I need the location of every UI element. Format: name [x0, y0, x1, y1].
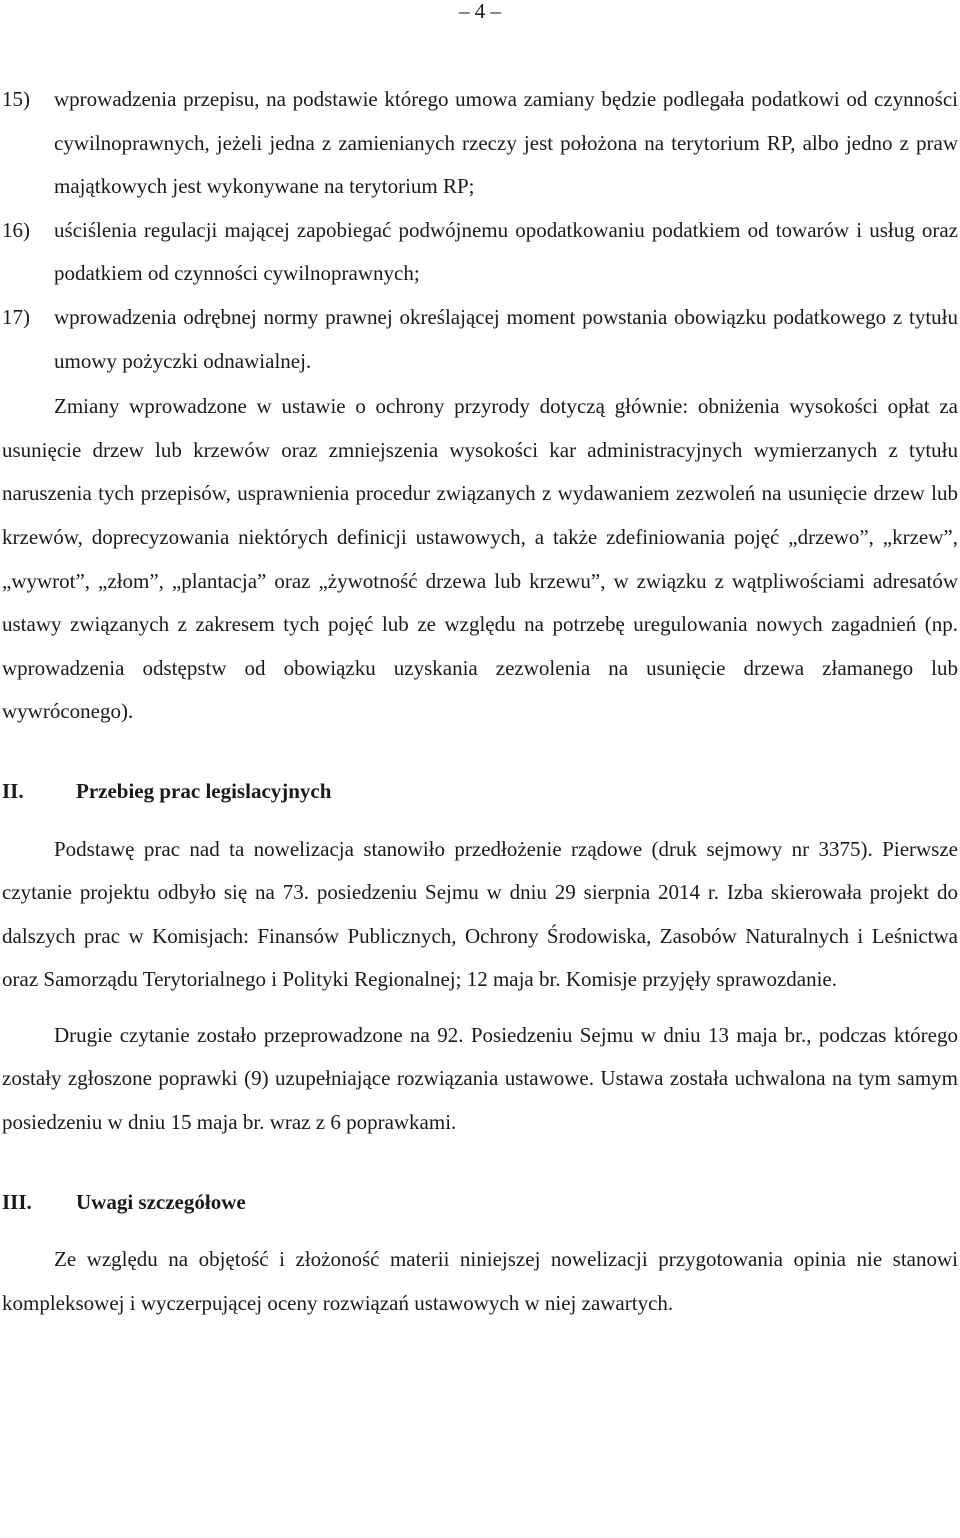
list-text: uściślenia regulacji mającej zapobiegać podwójnemu opodatkowaniu podatkiem od towarów i usług oraz podatkiem od czynności cywilnoprawnych; [54, 217, 958, 286]
intro-paragraph: Zmiany wprowadzone w ustawie o ochrony przyrody dotyczą głównie: obniżenia wysokości opłat za usunięcie drzew lub krzewów oraz zmniejszenia wysokości kar administracyjnych wymierzanych z tytułu naruszenia tych przepisów, usprawnienia procedur związanych z wydawaniem zezwoleń na usunięcie drzew lub krzewów, doprecyzowania niektórych definicji ustawowych, a także zdefiniowania pojęć „drzewo”, „krzew”, „wywrot”, „złom”, „plantacja” oraz „żywotność drzewa lub krzewu”, w związku z wątpliwościami adresatów ustawy związanych z zakresem tych pojęć lub ze względu na potrzebę uregulowania nowych zagadnień (np. wprowadzenia odstępstw od obowiązku uzyskania zezwolenia na usunięcie drzewa złamanego lub wywróconego). [2, 394, 958, 724]
list-item-16 [2, 209, 958, 296]
section-title: Przebieg prac legislacyjnych [76, 778, 332, 803]
list-text: wprowadzenia przepisu, na podstawie którego umowa zamiany będzie podlegała podatkowi od czynności cywilnoprawnych, jeżeli jedna z zamienianych rzeczy jest położona na terytorium RP, albo jedno z praw majątkowych jest wykonywane na terytorium RP; [54, 87, 958, 199]
list-number: 17) [2, 304, 30, 329]
list-number: 15) [2, 87, 30, 111]
section-number: III. [2, 1189, 32, 1214]
section-heading-2 [2, 770, 958, 814]
section-title: Uwagi szczegółowe [76, 1189, 246, 1214]
section3-paragraph-1: Ze względu na objętość i złożoność materii niniejszej nowelizacji przygotowania opinia nie stanowi kompleksowej i wyczerpującej oceny rozwiązań ustawowych w niej zawartych. [2, 1247, 958, 1315]
list-number: 16) [2, 217, 30, 242]
section-number: II. [2, 778, 24, 803]
section2-paragraph-2: Drugie czytanie zostało przeprowadzone na 92. Posiedzeniu Sejmu w dniu 13 maja br., podczas którego zostały zgłoszone poprawki (9) uzupełniające rozwiązania ustawowe. Ustawa została uchwalona na tym samym posiedzeniu w dniu 15 maja br. wraz z 6 poprawkami. [2, 1022, 958, 1135]
list-text: wprowadzenia odrębnej normy prawnej określającej moment powstania obowiązku podatkowego z tytułu umowy pożyczki odnawialnej. [54, 304, 958, 373]
document-body [2, 78, 958, 1325]
list-item-17 [2, 296, 958, 383]
section-heading-3 [2, 1181, 958, 1225]
page-number: – 4 – [459, 0, 501, 23]
list-item-15 [2, 78, 958, 209]
section2-paragraph-1: Podstawę prac nad ta nowelizacja stanowiło przedłożenie rządowe (druk sejmowy nr 3375). Pierwsze czytanie projektu odbyło się na 73. posiedzeniu Sejmu w dniu 29 sierpnia 2014 r. Izba skierowała projekt do dalszych prac w Komisjach: Finansów Publicznych, Ochrony Środowiska, Zasobów Naturalnych i Leśnictwa oraz Samorządu Terytorialnego i Polityki Regionalnej; 12 maja br. Komisje przyjęły sprawozdanie. [2, 836, 958, 992]
